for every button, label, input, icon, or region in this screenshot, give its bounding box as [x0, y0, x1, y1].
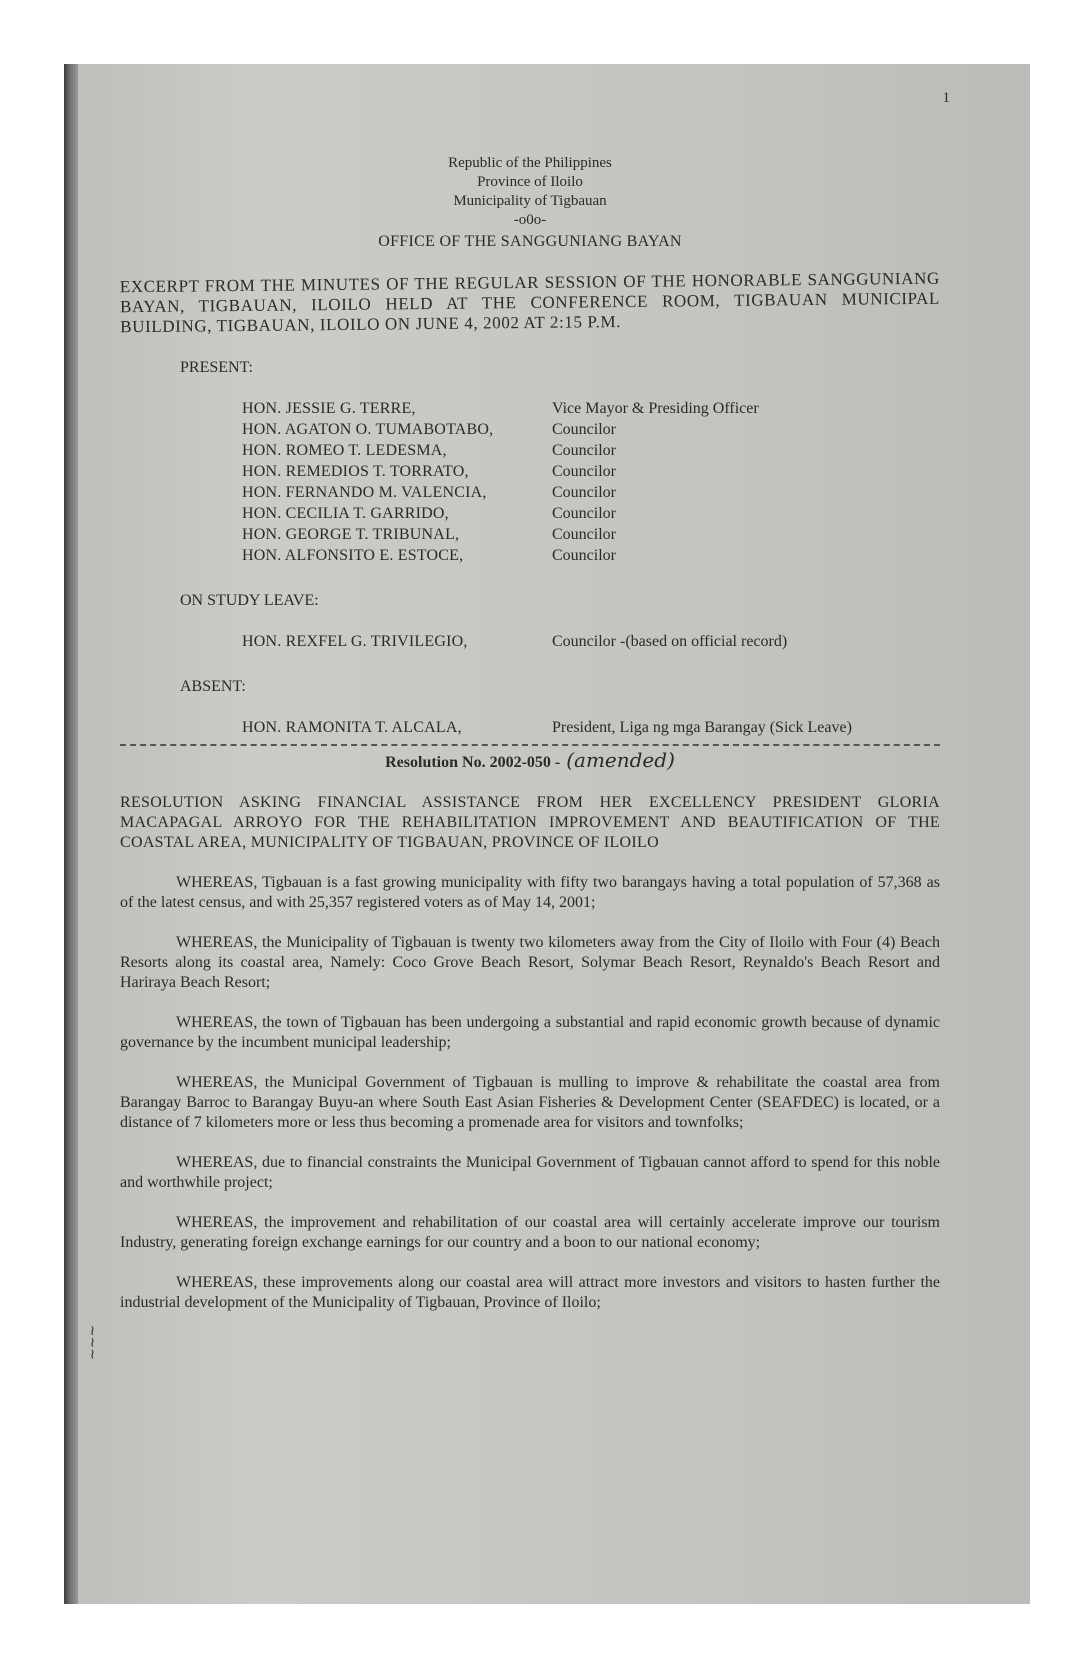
attendee-position: Councilor	[552, 526, 616, 543]
attendee-row	[242, 461, 940, 482]
attendee-position: Councilor	[552, 421, 616, 438]
header-separator: -o0o-	[513, 212, 547, 228]
attendee-name: HON. GEORGE T. TRIBUNAL,	[242, 526, 460, 543]
attendee-name: HON. REMEDIOS T. TORRATO,	[242, 463, 469, 480]
whereas-text: WHEREAS, the improvement and rehabilitation of our coastal area will certainly accelerate improve our tourism Industry, generating foreign exchange earnings for our country and a boon to our national economy;	[120, 1214, 940, 1251]
attendee-row	[242, 419, 940, 440]
whereas-paragraph	[120, 1073, 940, 1133]
attendee-position: Councilor	[552, 442, 616, 459]
attendee-row	[242, 524, 940, 545]
study-leave-label: ON STUDY LEAVE:	[180, 592, 319, 609]
attendee-position: Councilor	[552, 547, 616, 564]
whereas-text: WHEREAS, the Municipal Government of Tigbauan is mulling to improve & rehabilitate the coastal area from Barangay Barroc to Barangay Buyu-an where South East Asian Fisheries & Development Center (SEAFDEC) is located, or a distance of 7 kilometers more or less thus becoming a promenade area for visitors and townfolks;	[120, 1074, 940, 1131]
attendee-position: Councilor -(based on official record)	[552, 633, 788, 650]
whereas-paragraph	[120, 1013, 940, 1053]
attendee-position: President, Liga ng mga Barangay (Sick Leave)	[552, 719, 852, 736]
whereas-text: WHEREAS, the town of Tigbauan has been undergoing a substantial and rapid economic growth because of dynamic governance by the incumbent municipal leadership;	[120, 1014, 940, 1051]
present-list	[242, 398, 940, 566]
handwritten-amended-note: (amended)	[566, 748, 675, 772]
letterhead	[120, 154, 940, 251]
attendee-row	[242, 717, 940, 738]
attendee-name: HON. FERNANDO M. VALENCIA,	[242, 484, 487, 501]
attendee-position: Councilor	[552, 463, 616, 480]
attendee-row	[242, 503, 940, 524]
header-province: Province of Iloilo	[477, 174, 583, 190]
handwritten-signature: ~~~	[85, 1324, 101, 1360]
resolution-title: RESOLUTION ASKING FINANCIAL ASSISTANCE FROM HER EXCELLENCY PRESIDENT GLORIA MACAPAGAL ARROYO FOR THE REHABILITATION IMPROVEMENT AND BEAUTIFICATION OF THE COASTAL AREA, MUNICIPALITY OF TIGBAUAN, PROVINCE OF ILOILO	[120, 794, 940, 851]
attendee-name: HON. RAMONITA T. ALCALA,	[242, 719, 462, 736]
attendee-name: HON. AGATON O. TUMABOTABO,	[242, 421, 494, 438]
attendee-row	[242, 631, 940, 652]
attendee-name: HON. ALFONSITO E. ESTOCE,	[242, 547, 464, 564]
whereas-paragraph	[120, 873, 940, 913]
attendee-position: Councilor	[552, 484, 616, 501]
whereas-text: WHEREAS, these improvements along our coastal area will attract more investors and visitors to hasten further the industrial development of the Municipality of Tigbauan, Province of Iloilo;	[120, 1274, 940, 1311]
absent-label: ABSENT:	[180, 678, 246, 695]
attendee-name: HON. JESSIE G. TERRE,	[242, 400, 416, 417]
absent-list	[242, 717, 940, 738]
attendee-position: Councilor	[552, 505, 616, 522]
attendee-row	[242, 398, 940, 419]
dashed-divider	[120, 744, 940, 746]
document-body	[119, 84, 950, 1313]
attendee-name: HON. ROMEO T. LEDESMA,	[242, 442, 447, 459]
whereas-paragraph	[120, 933, 940, 993]
excerpt-heading: EXCERPT FROM THE MINUTES OF THE REGULAR SESSION OF THE HONORABLE SANGGUNIANG BAYAN, TIGBAUAN, ILOILO HELD AT THE CONFERENCE ROOM, TIGBAUAN MUNICIPAL BUILDING, TIGBAUAN, ILOILO ON JUNE 4, 2002 AT 2:15 P.M.	[119, 268, 941, 337]
header-republic: Republic of the Philippines	[448, 155, 612, 171]
whereas-paragraph	[120, 1213, 940, 1253]
resolution-number-text: Resolution No. 2002-050 -	[385, 754, 561, 771]
attendee-name: HON. REXFEL G. TRIVILEGIO,	[242, 633, 468, 650]
page-number: 1	[942, 90, 950, 106]
attendee-row	[242, 545, 940, 566]
attendee-row	[242, 440, 940, 461]
resolution-number	[120, 750, 940, 773]
attendee-name: HON. CECILIA T. GARRIDO,	[242, 505, 449, 522]
binding-edge	[64, 64, 78, 1604]
header-municipality: Municipality of Tigbauan	[453, 193, 607, 209]
whereas-paragraph	[120, 1273, 940, 1313]
attendee-position: Vice Mayor & Presiding Officer	[552, 400, 759, 417]
attendee-row	[242, 482, 940, 503]
header-office: OFFICE OF THE SANGGUNIANG BAYAN	[378, 233, 682, 250]
study-leave-list	[242, 631, 940, 652]
whereas-text: WHEREAS, the Municipality of Tigbauan is twenty two kilometers away from the City of Iloilo with Four (4) Beach Resorts along its coastal area, Namely: Coco Grove Beach Resort, Solymar Beach Resort, Reynaldo's Beach Resort and Hariraya Beach Resort;	[120, 934, 940, 991]
whereas-text: WHEREAS, Tigbauan is a fast growing municipality with fifty two barangays having a total population of 57,368 as of the latest census, and with 25,357 registered voters as of May 14, 2001;	[120, 874, 940, 911]
whereas-paragraph	[120, 1153, 940, 1193]
whereas-text: WHEREAS, due to financial constraints the Municipal Government of Tigbauan cannot afford to spend for this noble and worthwhile project;	[120, 1154, 940, 1191]
present-label: PRESENT:	[180, 359, 253, 376]
